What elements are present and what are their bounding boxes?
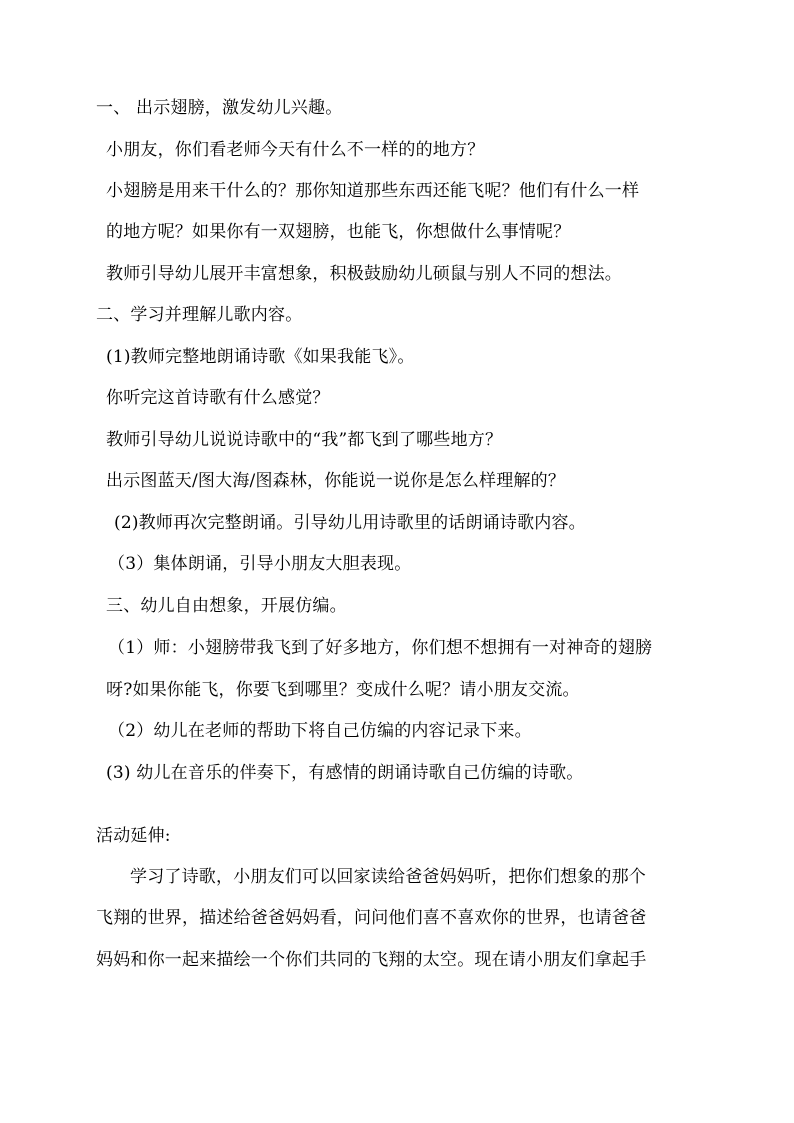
paragraph-line: (3) 幼儿在音乐的伴奏下，有感情的朗诵诗歌自己仿编的诗歌。 [106, 763, 584, 783]
paragraph-line: 小朋友，你们看老师今天有什么不一样的的地方？ [106, 140, 485, 160]
paragraph-line: 教师引导幼儿展开丰富想象，积极鼓励幼儿硕鼠与别人不同的想法。 [106, 264, 622, 284]
paragraph-line: 教师引导幼儿说说诗歌中的“我”都飞到了哪些地方？ [106, 430, 503, 450]
extension-heading: 活动延伸: [96, 826, 171, 846]
paragraph-line: (1)教师完整地朗诵诗歌《如果我能飞》。 [106, 347, 415, 367]
paragraph-line: （3）集体朗诵，引导小朋友大胆表现。 [108, 554, 412, 574]
paragraph-line: （1）师：小翅膀带我飞到了好多地方，你们想不想拥有一对神奇的翅膀 [108, 638, 653, 658]
paragraph-line: 小翅膀是用来干什么的？那你知道那些东西还能飞呢？他们有什么一样 [106, 181, 640, 201]
paragraph-line: 呀?如果你能飞，你要飞到哪里？变成什么呢？请小朋友交流。 [106, 680, 580, 700]
section-heading-2: 二、学习并理解儿歌内容。 [96, 305, 303, 325]
section-heading-1: 一、 出示翅膀，激发幼儿兴趣。 [96, 98, 343, 118]
paragraph-line: 的地方呢？如果你有一双翅膀，也能飞，你想做什么事情呢？ [106, 222, 571, 242]
paragraph-line: 妈妈和你一起来描绘一个你们共同的飞翔的太空。现在请小朋友们拿起手 [96, 950, 647, 970]
paragraph-line: 出示图蓝天/图大海/图森林，你能说一说你是怎么样理解的？ [106, 471, 566, 491]
paragraph-line: （2）幼儿在老师的帮助下将自己仿编的内容记录下来。 [108, 721, 532, 741]
section-heading-3: 三、幼儿自由想象，开展仿编。 [106, 596, 347, 616]
paragraph-line: (2)教师再次完整朗诵。引导幼儿用诗歌里的话朗诵诗歌内容。 [114, 513, 586, 533]
paragraph-line: 学习了诗歌，小朋友们可以回家读给爸爸妈妈听，把你们想象的那个 [130, 867, 646, 887]
paragraph-line: 你听完这首诗歌有什么感觉？ [106, 388, 330, 408]
paragraph-line: 飞翔的世界，描述给爸爸妈妈看，问问他们喜不喜欢你的世界，也请爸爸 [96, 908, 647, 928]
